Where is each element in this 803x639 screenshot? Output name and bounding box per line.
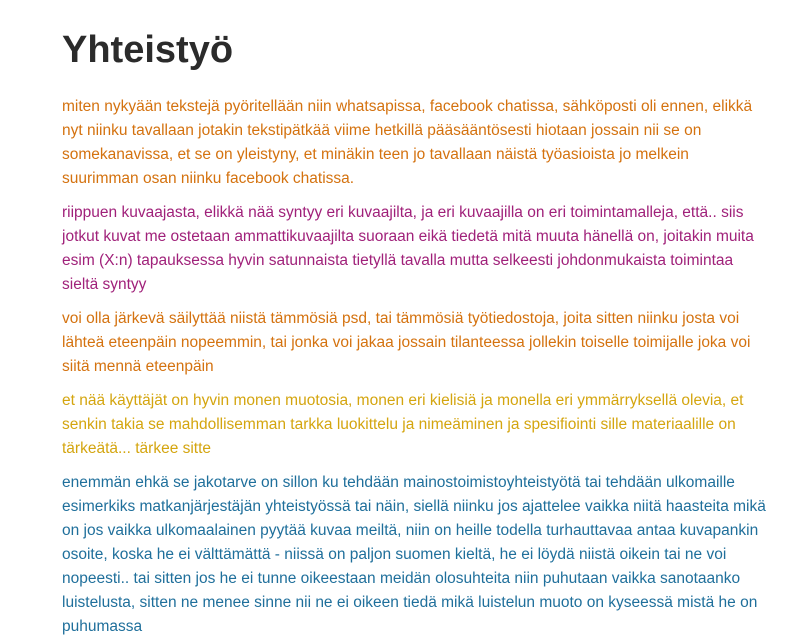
- quote-paragraph-5: enemmän ehkä se jakotarve on sillon ku tehdään mainostoimistoyhteistyötä tai tehdään ulkomaille esimerkiks matkanjärjestäjän yhteistyössä tai näin, siellä niinku jos ajattelee vaikka niitä haasteita mikä on jos vaikka ulkomaalainen pyytää kuvaa meiltä, niin on heille todella turhauttavaa antaa kuvapankin osoite, koska he ei välttämättä - niissä on paljon suomen kieltä, he ei löydä niistä oikein tai ne voi nopeesti.. tai sitten jos he ei tunne oikeestaan meidän olosuhteita niin puhutaan vaikka sanotaanko luistelusta, sitten ne menee sinne nii ne ei oikeen tiedä mikä luistelun muoto on kyseessä mistä he on puhumassa: [62, 474, 766, 635]
- quote-paragraph-4: et nää käyttäjät on hyvin monen muotosia, monen eri kielisiä ja monella eri ymmärryksellä olevia, et senkin takia se mahdollisemman tarkka luokittelu ja nimeäminen ja spesifiointi sille materiaalille on tärkeätä... tärkee sitte: [62, 392, 744, 457]
- page-title: Yhteistyö: [62, 29, 234, 71]
- quote-paragraph-2: riippuen kuvaajasta, elikkä nää syntyy eri kuvaajilta, ja eri kuvaajilla on eri toimintamalleja, että.. siis jotkut kuvat me ostetaan ammattikuvaajilta suoraan eikä tiedetä mitä muuta hänellä on, joitakin muita esim (X:n) tapauksessa hyvin satunnaista tietyllä tavalla mutta selkeesti johdonmukaista toimintaa sieltä syntyy: [62, 204, 754, 293]
- quote-paragraph-1: miten nykyään tekstejä pyöritellään niin whatsapissa, facebook chatissa, sähköposti oli ennen, elikkä nyt niinku tavallaan jotakin tekstipätkää viime hetkillä pääsääntösesti hiotaan jossain nii se on somekanavissa, et se on yleistyny, et minäkin teen jo tavallaan näistä työasioista jo melkein suurimman osan niinku facebook chatissa.: [62, 98, 753, 187]
- quote-paragraph-3: voi olla järkevä säilyttää niistä tämmösiä psd, tai tämmösiä työtiedostoja, joita sitten niinku josta voi lähteä eteenpäin nopeemmin, tai jonka voi jakaa jossain tilanteessa jollekin toiselle toimijalle joka voi siitä mennä eteenpäin: [62, 310, 751, 375]
